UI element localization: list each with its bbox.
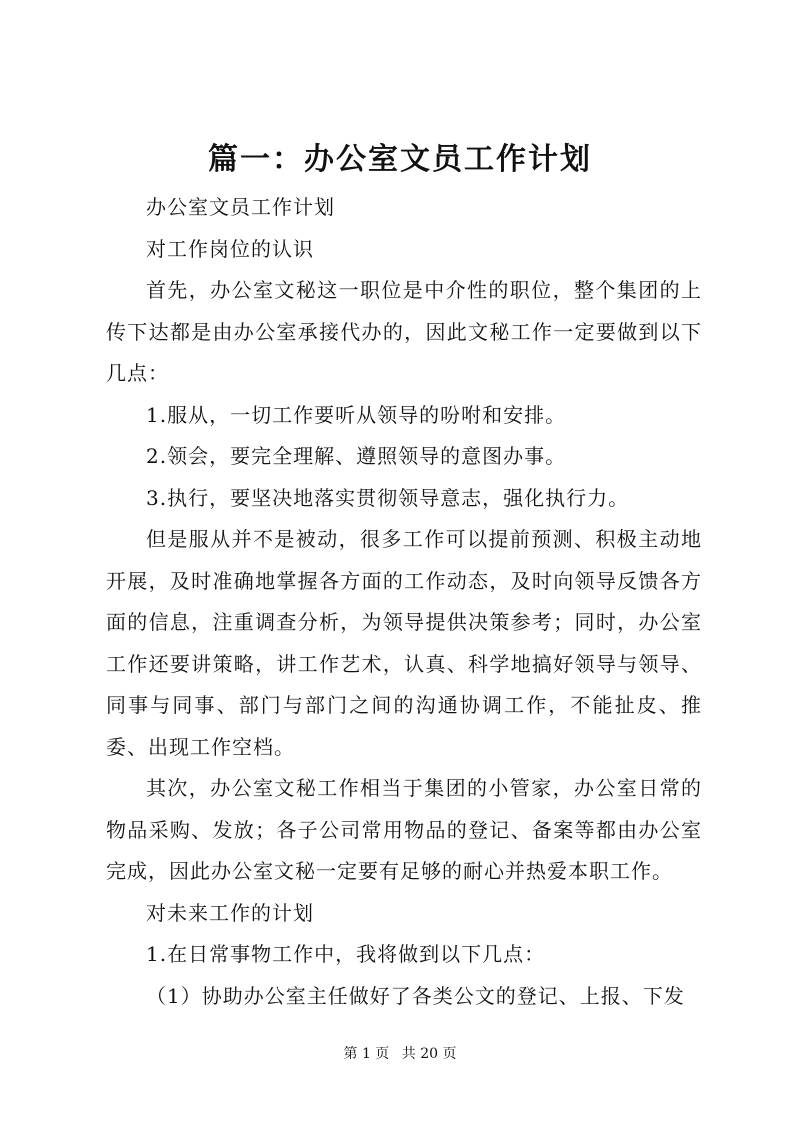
paragraph: 办公室文员工作计划 <box>146 195 335 219</box>
paragraph: 其次，办公室文秘工作相当于集团的小管家，办公室日常的物品采购、发放；各子公司常用物品的登记、备案等都由办公室完成，因此办公室文秘一定要有足够的耐心并热爱本职工作。 <box>106 776 702 883</box>
document-title: 篇一：办公室文员工作计划 <box>208 142 592 177</box>
paragraph: （1）协助办公室主任做好了各类公文的登记、上报、下发 <box>146 983 685 1008</box>
paragraph: 3.执行，要坚决地落实贯彻领导意志，强化执行力。 <box>146 485 630 510</box>
paragraph: 但是服从并不是被动，很多工作可以提前预测、积极主动地开展，及时准确地掌握各方面的工作动态，及时向领导反馈各方面的信息，注重调查分析，为领导提供决策参考；同时，办公室工作还要讲策略，讲工作艺术，认真、科学地搞好领导与领导、同事与同事、部门与部门之间的沟通协调工作，不能扯皮、推委、出现工作空档。 <box>106 527 702 759</box>
paragraph: 对未来工作的计划 <box>146 900 314 925</box>
document-body <box>106 187 702 1017</box>
page-footer <box>0 1044 800 1064</box>
page-number: 第 1 页 <box>343 1046 390 1062</box>
paragraph: 首先，办公室文秘这一职位是中介性的职位，整个集团的上传下达都是由办公室承接代办的，因此文秘工作一定要做到以下几点： <box>106 278 702 385</box>
paragraph: 1.在日常事物工作中，我将做到以下几点： <box>146 942 546 966</box>
paragraph: 对工作岗位的认识 <box>146 236 314 261</box>
paragraph: 2.领会，要完全理解、遵照领导的意图办事。 <box>146 444 567 468</box>
page-total: 共 20 页 <box>401 1046 457 1062</box>
paragraph: 1.服从，一切工作要听从领导的吩咐和安排。 <box>146 402 567 427</box>
